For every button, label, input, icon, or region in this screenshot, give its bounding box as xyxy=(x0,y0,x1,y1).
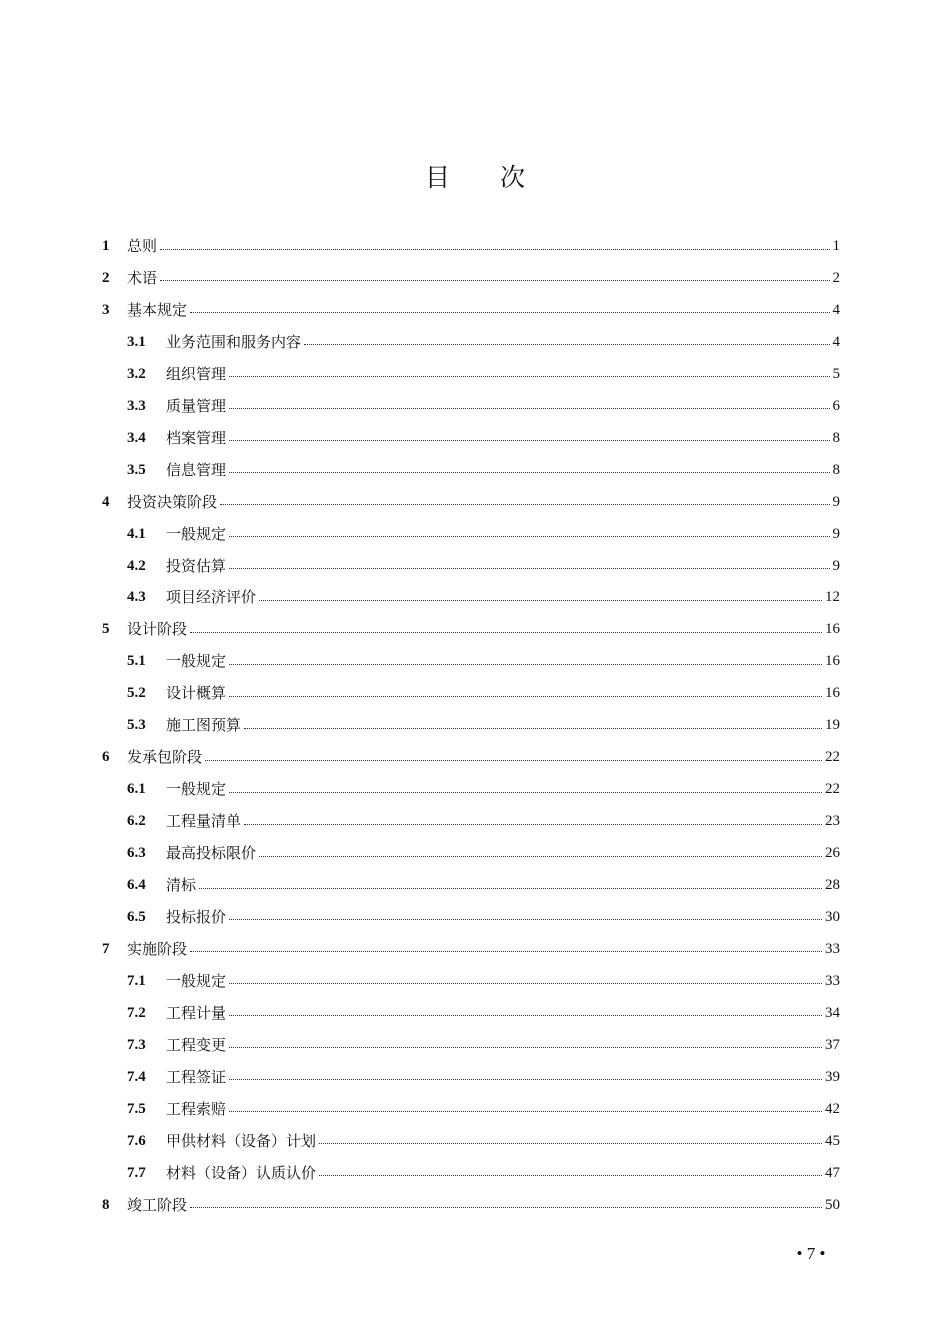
toc-entry-page: 9 xyxy=(832,525,840,542)
toc-entry-label: 实施阶段 xyxy=(127,939,188,958)
toc-entry-page: 5 xyxy=(832,365,840,382)
toc-entry-number: 6.4 xyxy=(127,877,146,893)
toc-entry-page: 37 xyxy=(825,1036,840,1053)
toc-entry-label: 工程计量 xyxy=(166,1003,227,1022)
toc-dot-leader xyxy=(319,1175,822,1176)
toc-entry-number: 7.5 xyxy=(127,1100,146,1117)
toc-subsection-entry[interactable] xyxy=(127,520,840,548)
toc-entry-page: 6 xyxy=(832,397,840,414)
toc-entry-page: 42 xyxy=(825,1100,840,1117)
toc-chapter-entry[interactable] xyxy=(102,743,840,771)
toc-entry-page: 30 xyxy=(825,908,840,925)
toc-entry-label: 基本规定 xyxy=(127,300,188,319)
toc-entry-number: 3.3 xyxy=(127,397,146,414)
toc-entry-label: 最高投标限价 xyxy=(166,844,257,863)
toc-dot-leader xyxy=(190,632,822,633)
toc-entry-label: 一般规定 xyxy=(166,652,227,671)
toc-entry-page: 28 xyxy=(825,877,840,893)
toc-subsection-entry[interactable] xyxy=(127,328,840,356)
toc-entry-page: 4 xyxy=(832,333,840,350)
toc-entry-page: 9 xyxy=(832,557,840,574)
toc-subsection-entry[interactable] xyxy=(127,1063,840,1091)
toc-entry-number: 1 xyxy=(102,238,110,254)
toc-subsection-entry[interactable] xyxy=(127,1095,840,1123)
toc-chapter-entry[interactable] xyxy=(102,1191,840,1219)
toc-entry-number: 7.4 xyxy=(127,1068,146,1085)
toc-subsection-entry[interactable] xyxy=(127,775,840,803)
toc-subsection-entry[interactable] xyxy=(127,583,840,611)
toc-entry-label: 投资估算 xyxy=(166,556,227,575)
title-char-2: 次 xyxy=(500,163,526,192)
toc-entry-page: 1 xyxy=(832,238,840,254)
toc-entry-number: 7.1 xyxy=(127,972,146,989)
toc-entry-number: 5 xyxy=(102,621,110,638)
toc-entry-label: 施工图预算 xyxy=(166,716,242,735)
toc-entry-number: 5.1 xyxy=(127,653,146,670)
toc-entry-page: 33 xyxy=(825,972,840,989)
toc-entry-page: 34 xyxy=(825,1004,840,1021)
toc-dot-leader xyxy=(229,472,829,473)
page-title xyxy=(0,158,950,194)
toc-entry-label: 设计阶段 xyxy=(127,620,188,639)
toc-subsection-entry[interactable] xyxy=(127,679,840,707)
toc-entry-label: 一般规定 xyxy=(166,524,227,543)
toc-entry-number: 6 xyxy=(102,749,110,766)
toc-dot-leader xyxy=(229,1015,822,1016)
toc-entry-label: 一般规定 xyxy=(166,971,227,990)
toc-entry-label: 清标 xyxy=(166,876,197,894)
toc-dot-leader xyxy=(229,536,829,537)
toc-entry-page: 33 xyxy=(825,940,840,957)
toc-entry-page: 19 xyxy=(825,717,840,734)
toc-dot-leader xyxy=(229,376,829,377)
toc-dot-leader xyxy=(220,504,829,505)
toc-entry-label: 工程索赔 xyxy=(166,1099,227,1118)
toc-entry-page: 22 xyxy=(825,781,840,798)
toc-entry-number: 3.4 xyxy=(127,429,146,446)
toc-subsection-entry[interactable] xyxy=(127,807,840,835)
toc-entry-number: 7 xyxy=(102,940,110,957)
toc-dot-leader xyxy=(229,792,822,793)
toc-dot-leader xyxy=(259,600,822,601)
toc-entry-page: 26 xyxy=(825,845,840,862)
toc-dot-leader xyxy=(304,344,829,345)
toc-entry-number: 4.3 xyxy=(127,589,146,606)
toc-entry-label: 业务范围和服务内容 xyxy=(166,332,302,351)
toc-dot-leader xyxy=(259,856,822,857)
toc-dot-leader xyxy=(160,280,829,281)
toc-chapter-entry[interactable] xyxy=(102,232,840,260)
toc-entry-page: 22 xyxy=(825,749,840,766)
toc-dot-leader xyxy=(244,824,822,825)
toc-subsection-entry[interactable] xyxy=(127,903,840,931)
toc-entry-label: 工程签证 xyxy=(166,1067,227,1086)
toc-entry-page: 8 xyxy=(832,461,840,478)
toc-entry-page: 4 xyxy=(832,301,840,318)
toc-entry-number: 6.5 xyxy=(127,908,146,925)
toc-entry-page: 39 xyxy=(825,1068,840,1085)
toc-entry-number: 5.2 xyxy=(127,685,146,702)
toc-entry-number: 5.3 xyxy=(127,717,146,734)
toc-dot-leader xyxy=(229,919,822,920)
toc-subsection-entry[interactable] xyxy=(127,1127,840,1155)
toc-subsection-entry[interactable] xyxy=(127,456,840,484)
toc-entry-number: 7.7 xyxy=(127,1164,146,1181)
toc-entry-label: 投资决策阶段 xyxy=(127,492,218,511)
toc-entry-label: 项目经济评价 xyxy=(166,588,257,607)
toc-entry-number: 7.2 xyxy=(127,1004,146,1021)
toc-subsection-entry[interactable] xyxy=(127,711,840,739)
toc-entry-number: 4.2 xyxy=(127,557,146,574)
toc-subsection-entry[interactable] xyxy=(127,839,840,867)
toc-entry-label: 设计概算 xyxy=(166,684,227,703)
toc-entry-number: 7.6 xyxy=(127,1132,146,1149)
toc-entry-number: 4.1 xyxy=(127,525,146,542)
toc-dot-leader xyxy=(205,760,822,761)
toc-entry-label: 工程量清单 xyxy=(166,812,242,831)
toc-entry-page: 16 xyxy=(825,685,840,702)
toc-subsection-entry[interactable] xyxy=(127,647,840,675)
toc-entry-label: 组织管理 xyxy=(166,364,227,383)
toc-subsection-entry[interactable] xyxy=(127,1031,840,1059)
toc-subsection-entry[interactable] xyxy=(127,967,840,995)
toc-subsection-entry[interactable] xyxy=(127,552,840,580)
toc-dot-leader xyxy=(160,249,829,250)
toc-entry-number: 6.2 xyxy=(127,813,146,830)
toc-entry-page: 45 xyxy=(825,1132,840,1149)
toc-entry-page: 8 xyxy=(832,429,840,446)
toc-entry-number: 2 xyxy=(102,269,110,286)
toc-entry-label: 投标报价 xyxy=(166,907,227,926)
toc-entry-number: 8 xyxy=(102,1196,110,1213)
toc-entry-number: 6.3 xyxy=(127,845,146,862)
toc-dot-leader xyxy=(190,1207,822,1208)
toc-subsection-entry[interactable] xyxy=(127,392,840,420)
toc-entry-label: 甲供材料（设备）计划 xyxy=(166,1131,317,1150)
toc-dot-leader xyxy=(244,728,822,729)
toc-dot-leader xyxy=(199,888,822,889)
toc-chapter-entry[interactable] xyxy=(102,935,840,963)
toc-dot-leader xyxy=(229,1047,822,1048)
toc-subsection-entry[interactable] xyxy=(127,999,840,1027)
toc-entry-number: 4 xyxy=(102,493,110,510)
toc-entry-label: 竣工阶段 xyxy=(127,1195,188,1214)
toc-dot-leader xyxy=(229,696,822,697)
toc-chapter-entry[interactable] xyxy=(102,488,840,516)
toc-entry-label: 信息管理 xyxy=(166,460,227,479)
toc-entry-page: 50 xyxy=(825,1196,840,1213)
toc-entry-page: 23 xyxy=(825,813,840,830)
toc-entry-page: 9 xyxy=(832,493,840,510)
toc-chapter-entry[interactable] xyxy=(102,296,840,324)
toc-dot-leader xyxy=(319,1143,822,1144)
toc-chapter-entry[interactable] xyxy=(102,264,840,292)
toc-dot-leader xyxy=(190,951,822,952)
toc-dot-leader xyxy=(229,664,822,665)
toc-entry-label: 一般规定 xyxy=(166,780,227,799)
toc-entry-number: 3.2 xyxy=(127,365,146,382)
toc-entry-page: 16 xyxy=(825,621,840,638)
toc-entry-number: 7.3 xyxy=(127,1036,146,1053)
toc-dot-leader xyxy=(229,983,822,984)
toc-entry-number: 3.5 xyxy=(127,461,146,478)
toc-entry-label: 档案管理 xyxy=(166,428,227,447)
toc-entry-label: 材料（设备）认质认价 xyxy=(166,1163,317,1182)
toc-dot-leader xyxy=(229,1111,822,1112)
toc-entry-page: 2 xyxy=(832,269,840,286)
toc-subsection-entry[interactable] xyxy=(127,1159,840,1187)
toc-dot-leader xyxy=(190,312,829,313)
toc-entry-page: 12 xyxy=(825,589,840,606)
toc-entry-page: 47 xyxy=(825,1164,840,1181)
toc-dot-leader xyxy=(229,440,829,441)
title-char-1: 目 xyxy=(424,163,450,192)
toc-dot-leader xyxy=(229,568,829,569)
toc-subsection-entry[interactable] xyxy=(127,424,840,452)
toc-dot-leader xyxy=(229,1079,822,1080)
page-number: • 7 • xyxy=(796,1244,826,1263)
toc-entry-label: 总则 xyxy=(127,237,158,255)
toc-entry-number: 6.1 xyxy=(127,781,146,798)
toc-chapter-entry[interactable] xyxy=(102,615,840,643)
toc-entry-number: 3 xyxy=(102,301,110,318)
toc-entry-label: 质量管理 xyxy=(166,396,227,415)
toc-entry-label: 工程变更 xyxy=(166,1035,227,1054)
toc-entry-label: 发承包阶段 xyxy=(127,748,203,767)
toc-entry-label: 术语 xyxy=(127,268,158,287)
toc-entry-page: 16 xyxy=(825,653,840,670)
toc-subsection-entry[interactable] xyxy=(127,360,840,388)
toc-entry-number: 3.1 xyxy=(127,333,146,350)
toc-dot-leader xyxy=(229,408,829,409)
toc-subsection-entry[interactable] xyxy=(127,871,840,899)
